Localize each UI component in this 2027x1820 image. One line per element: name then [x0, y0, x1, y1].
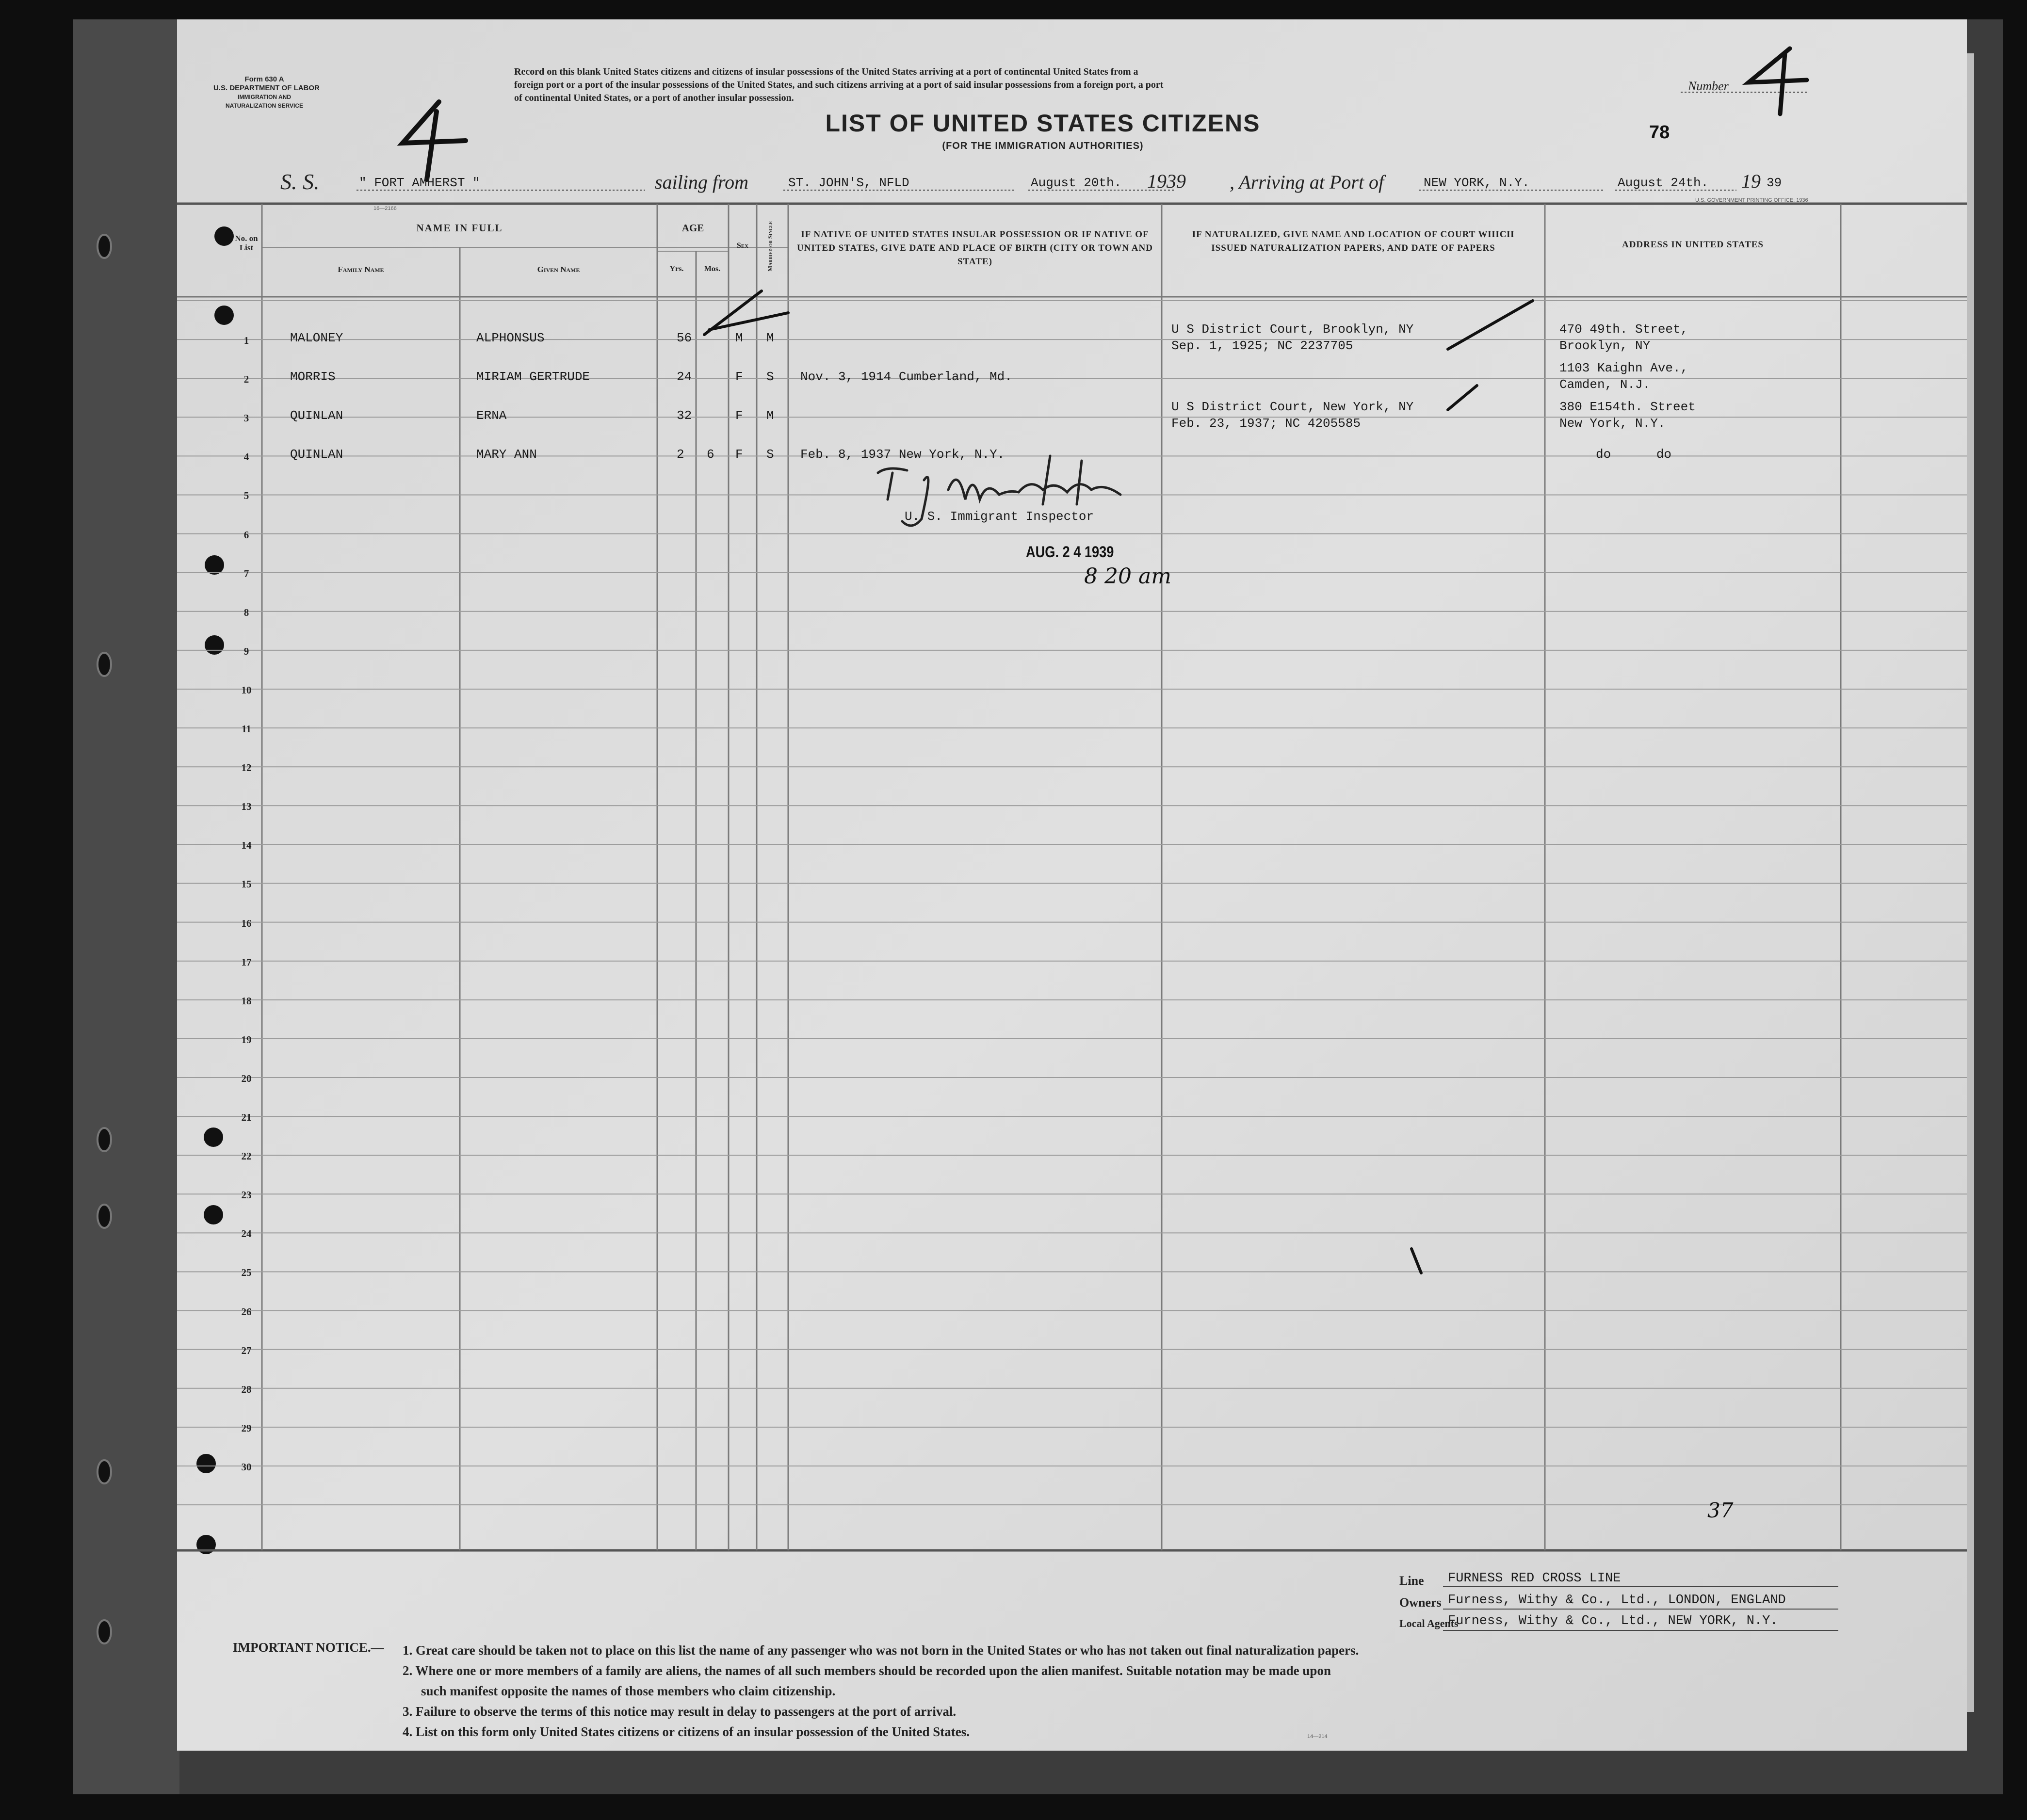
passenger-age-years: 32 [677, 408, 692, 423]
passenger-age-months: 6 [707, 447, 714, 462]
passenger-sex: F [735, 408, 743, 423]
passenger-family-name: MALONEY [290, 331, 343, 345]
record-instructions-line-2: foreign port or a port of the insular possessions of the United States, and such citizens arriving at a port of said insular possessions from a foreign port, a port [514, 80, 1164, 90]
row-number: 12 [241, 762, 252, 773]
col-mos: Mos. [704, 265, 721, 273]
notice-item-1: 1. Great care should be taken not to place on this list the name of any passenger who was not born in the United States or who has not taken out final naturalization papers. [403, 1643, 1359, 1658]
passenger-address: 470 49th. Street, [1559, 322, 1688, 337]
row-number: 6 [243, 529, 249, 541]
notice-item-3: 3. Failure to observe the terms of this notice may result in delay to passengers at the port of arrival. [403, 1704, 957, 1719]
row-number: 17 [241, 956, 252, 968]
agents-value: Furness, Withy & Co., Ltd., NEW YORK, N.Y. [1448, 1614, 1778, 1628]
sailing-from-label: sailing from [655, 171, 748, 193]
inspection-stamp-date: AUG. 2 4 1939 [1026, 543, 1114, 561]
agents-label: Local Agents [1399, 1617, 1459, 1629]
row-number: 21 [241, 1111, 252, 1123]
ship-name: " FORT AMHERST " [359, 176, 480, 190]
row-number: 23 [241, 1189, 252, 1201]
row-number: 7 [243, 568, 249, 580]
print-code-right: U.S. GOVERNMENT PRINTING OFFICE: 1936 [1695, 197, 1808, 203]
col-no-on-list: No. on List [235, 234, 258, 252]
sail-year: 1939 [1147, 170, 1186, 192]
row-number: 29 [241, 1422, 252, 1434]
passenger-address: do do [1596, 447, 1672, 462]
record-instructions-line-1: Record on this blank United States citizens and citizens of insular possessions of the United States arriving at a port of continental United States from a [514, 66, 1138, 77]
row-number: 27 [241, 1345, 252, 1356]
department: U.S. DEPARTMENT OF LABOR [213, 84, 320, 92]
passenger-family-name: QUINLAN [290, 408, 343, 423]
passenger-address: 1103 Kaighn Ave., [1559, 361, 1688, 375]
passenger-birth-info: Feb. 8, 1937 New York, N.Y. [800, 447, 1005, 462]
passenger-naturalization: Feb. 23, 1937; NC 4205585 [1171, 416, 1361, 431]
row-number: 11 [242, 723, 251, 735]
sail-date: August 20th. [1031, 176, 1122, 190]
row-number: 28 [241, 1384, 252, 1395]
passenger-naturalization: U S District Court, Brooklyn, NY [1171, 322, 1414, 337]
passenger-sex: F [735, 447, 743, 462]
number-label: Number [1688, 79, 1729, 93]
owners-label: Owners [1399, 1595, 1442, 1610]
notice-item-4: 4. List on this form only United States citizens or citizens of an insular possession of the United States. [403, 1724, 970, 1739]
passenger-marital-status: M [766, 408, 774, 423]
row-number: 4 [243, 451, 249, 463]
page-subtitle: (FOR THE IMMIGRATION AUTHORITIES) [942, 141, 1144, 151]
row-number: 10 [241, 684, 252, 696]
col-married-single: Married or Single [766, 221, 774, 272]
record-instructions-line-3: of continental United States, or a port of another insular possession. [514, 93, 794, 103]
stray-mark: 37 [1707, 1498, 1734, 1522]
passenger-given-name: MARY ANN [476, 447, 537, 462]
row-number: 9 [243, 645, 249, 657]
notice-item-2b: such manifest opposite the names of those members who claim citizenship. [421, 1684, 836, 1698]
inspector-title: U. S. Immigrant Inspector [905, 509, 1094, 524]
col-naturalization: IF NATURALIZED, GIVE NAME AND LOCATION OF COURT WHICH ISSUED NATURALIZATION PAPERS, AND DATE OF PAPERS [1192, 229, 1515, 253]
arrival-date: August 24th. [1618, 176, 1709, 190]
passenger-given-name: ALPHONSUS [476, 331, 545, 345]
arrival-year: 39 [1767, 176, 1782, 190]
col-given-name: Given Name [537, 265, 580, 274]
row-number: 1 [243, 335, 249, 346]
page-stamp-number: 78 [1649, 122, 1670, 143]
form-id-block [213, 75, 320, 110]
passenger-sex: F [735, 370, 743, 384]
passenger-naturalization: Sep. 1, 1925; NC 2237705 [1171, 338, 1353, 353]
row-number: 8 [243, 607, 249, 618]
line-value: FURNESS RED CROSS LINE [1448, 1571, 1621, 1586]
row-number: 26 [241, 1306, 252, 1318]
from-port: ST. JOHN'S, NFLD [788, 176, 909, 190]
passenger-given-name: MIRIAM GERTRUDE [476, 370, 590, 384]
line-label: Line [1399, 1574, 1424, 1588]
passenger-address: Camden, N.J. [1559, 377, 1651, 392]
stamp-time: 8 20 am [1084, 564, 1171, 589]
row-number: 20 [241, 1073, 252, 1084]
row-number: 25 [241, 1267, 252, 1278]
col-birth-info: IF NATIVE OF UNITED STATES INSULAR POSSESSION OR IF NATIVE OF UNITED STATES, GIVE DATE AND PLACE OF BIRTH (CITY OR TOWN AND STATE) [797, 229, 1153, 267]
notice-items [403, 1640, 1359, 1742]
col-age: AGE [681, 222, 704, 234]
arrival-port: NEW YORK, N.Y. [1424, 176, 1530, 190]
passenger-address: 380 E154th. Street [1559, 400, 1696, 414]
row-number: 30 [241, 1461, 252, 1473]
col-family-name: Family Name [338, 265, 384, 274]
row-number: 2 [243, 373, 249, 385]
row-number: 13 [241, 801, 252, 812]
form-code-bottom: 14—214 [1307, 1734, 1328, 1739]
arriving-label: , Arriving at Port of [1230, 171, 1384, 193]
passenger-family-name: QUINLAN [290, 447, 343, 462]
passenger-naturalization: U S District Court, New York, NY [1171, 400, 1414, 414]
passenger-sex: M [735, 331, 743, 345]
ss-label: S. S. [280, 169, 320, 194]
binder-strip [73, 19, 179, 1794]
passenger-address: New York, N.Y. [1559, 416, 1666, 431]
arrival-year-prefix: 19 [1741, 170, 1761, 192]
passenger-birth-info: Nov. 3, 1914 Cumberland, Md. [800, 370, 1012, 384]
service-line-2: NATURALIZATION SERVICE [225, 102, 303, 109]
passenger-marital-status: S [766, 370, 774, 384]
col-address: ADDRESS IN UNITED STATES [1622, 240, 1764, 250]
col-sex: Sex [736, 242, 749, 250]
record-instructions [514, 65, 1163, 105]
owners-value: Furness, Withy & Co., Ltd., LONDON, ENGLAND [1448, 1593, 1786, 1608]
col-name-in-full: NAME IN FULL [416, 222, 503, 234]
passenger-address: Brooklyn, NY [1559, 338, 1651, 353]
row-number: 14 [241, 839, 252, 851]
notice-heading: IMPORTANT NOTICE.— [233, 1640, 384, 1655]
print-code-left: 16—2166 [373, 206, 397, 211]
row-number: 15 [241, 878, 252, 890]
row-number: 5 [243, 490, 249, 501]
inspector-signature-text [868, 466, 1098, 501]
page-title: LIST OF UNITED STATES CITIZENS [825, 110, 1261, 137]
passenger-family-name: MORRIS [290, 370, 336, 384]
row-number: 18 [241, 995, 252, 1007]
col-yrs: Yrs. [669, 265, 684, 273]
row-number: 16 [241, 918, 252, 929]
row-number: 3 [243, 412, 249, 424]
notice-item-2a: 2. Where one or more members of a family are aliens, the names of all such members should be recorded upon the alien manifest. Suitable notation may be made upon [403, 1663, 1331, 1678]
row-number: 24 [241, 1228, 252, 1240]
row-number: 22 [241, 1150, 252, 1162]
service-line-1: IMMIGRATION AND [238, 94, 291, 100]
form-paper [177, 19, 1967, 1751]
row-number: 19 [241, 1034, 252, 1046]
passenger-given-name: ERNA [476, 408, 507, 423]
passenger-marital-status: M [766, 331, 774, 345]
form-id: Form 630 A [244, 75, 284, 83]
passenger-age-years: 2 [677, 447, 684, 462]
passenger-age-years: 56 [677, 331, 692, 345]
passenger-marital-status: S [766, 447, 774, 462]
passenger-age-years: 24 [677, 370, 692, 384]
